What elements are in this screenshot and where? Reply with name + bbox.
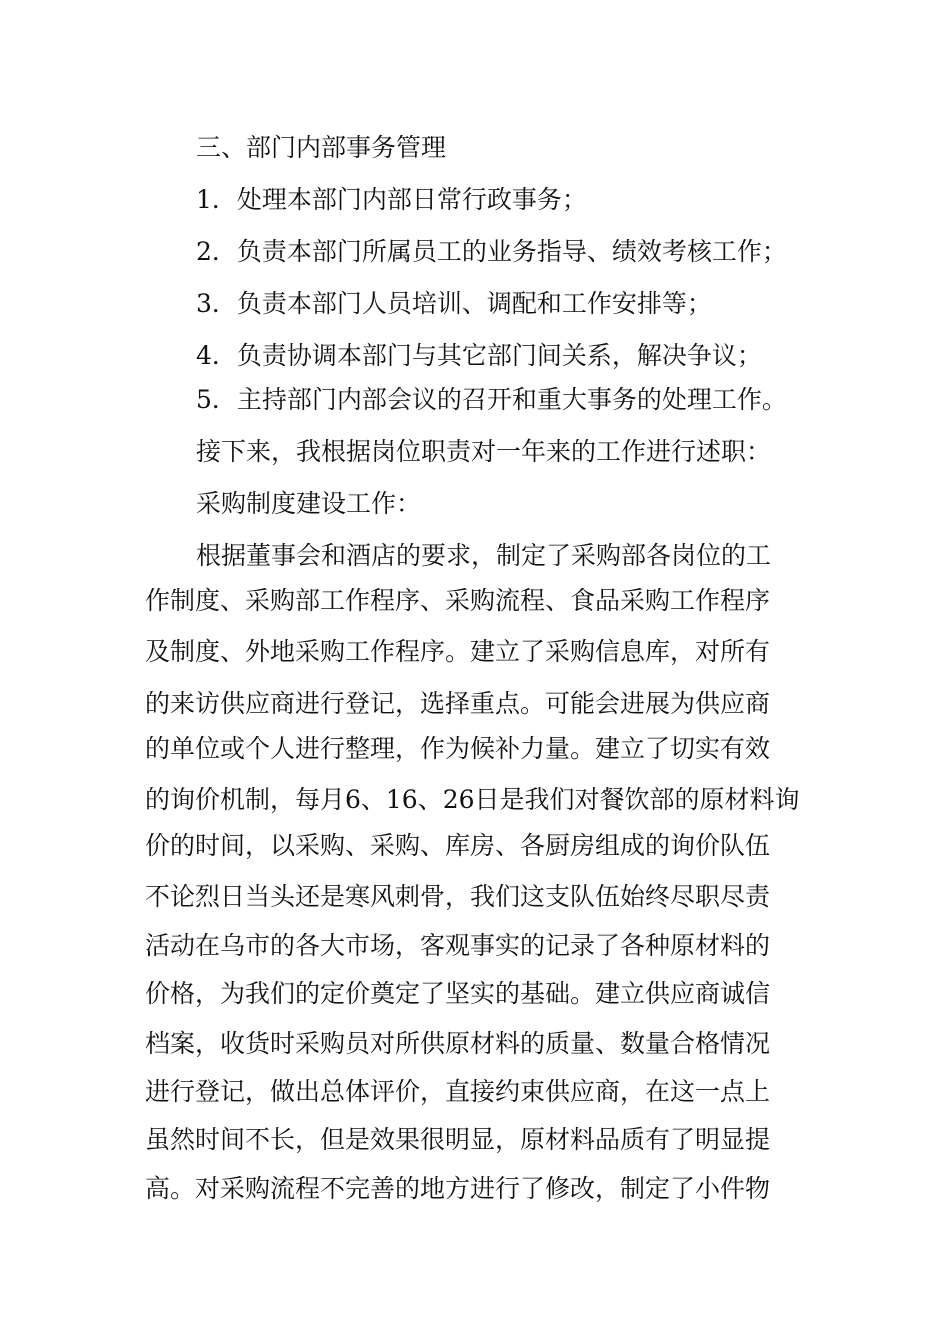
paragraph-line: 作制度、采购部工作程序、采购流程、食品采购工作程序 bbox=[145, 586, 771, 615]
paragraph-line: 档案，收货时采购员对所供原材料的质量、数量合格情况 bbox=[145, 1029, 771, 1058]
paragraph-line: 高。对采购流程不完善的地方进行了修改，制定了小件物 bbox=[145, 1174, 771, 1203]
subheading: 采购制度建设工作： bbox=[196, 489, 422, 518]
paragraph-line: 根据董事会和酒店的要求，制定了采购部各岗位的工 bbox=[196, 541, 772, 570]
paragraph-line: 不论烈日当头还是寒风刺骨，我们这支队伍始终尽职尽责 bbox=[145, 882, 771, 911]
paragraph-line: 价格，为我们的定价奠定了坚实的基础。建立供应商诚信 bbox=[145, 979, 771, 1008]
paragraph-line: 的单位或个人进行整理，作为候补力量。建立了切实有效 bbox=[145, 734, 771, 763]
duty-item-3: 3．负责本部门人员培训、调配和工作安排等； bbox=[196, 289, 712, 318]
paragraph-line: 活动在乌市的各大市场，客观事实的记录了各种原材料的 bbox=[145, 931, 771, 960]
paragraph-line: 的来访供应商进行登记，选择重点。可能会进展为供应商 bbox=[145, 689, 771, 718]
paragraph-line: 进行登记，做出总体评价，直接约束供应商，在这一点上 bbox=[145, 1077, 771, 1106]
duty-item-4: 4．负责协调本部门与其它部门间关系，解决争议； bbox=[196, 341, 762, 370]
paragraph-line: 的询价机制，每月6、16、26日是我们对餐饮部的原材料询 bbox=[145, 785, 800, 814]
paragraph-line: 及制度、外地采购工作程序。建立了采购信息库，对所有 bbox=[145, 637, 771, 666]
duty-item-5: 5．主持部门内部会议的召开和重大事务的处理工作。 bbox=[196, 385, 787, 414]
section-heading: 三、部门内部事务管理 bbox=[196, 133, 447, 162]
paragraph-line: 价的时间，以采购、采购、库房、各厨房组成的询价队伍 bbox=[145, 831, 771, 860]
duty-item-1: 1．处理本部门内部日常行政事务； bbox=[196, 185, 587, 214]
paragraph-line: 虽然时间不长，但是效果很明显，原材料品质有了明显提 bbox=[145, 1125, 771, 1154]
transition-sentence: 接下来，我根据岗位职责对一年来的工作进行述职： bbox=[196, 437, 772, 466]
duty-item-2: 2．负责本部门所属员工的业务指导、绩效考核工作； bbox=[196, 237, 787, 266]
